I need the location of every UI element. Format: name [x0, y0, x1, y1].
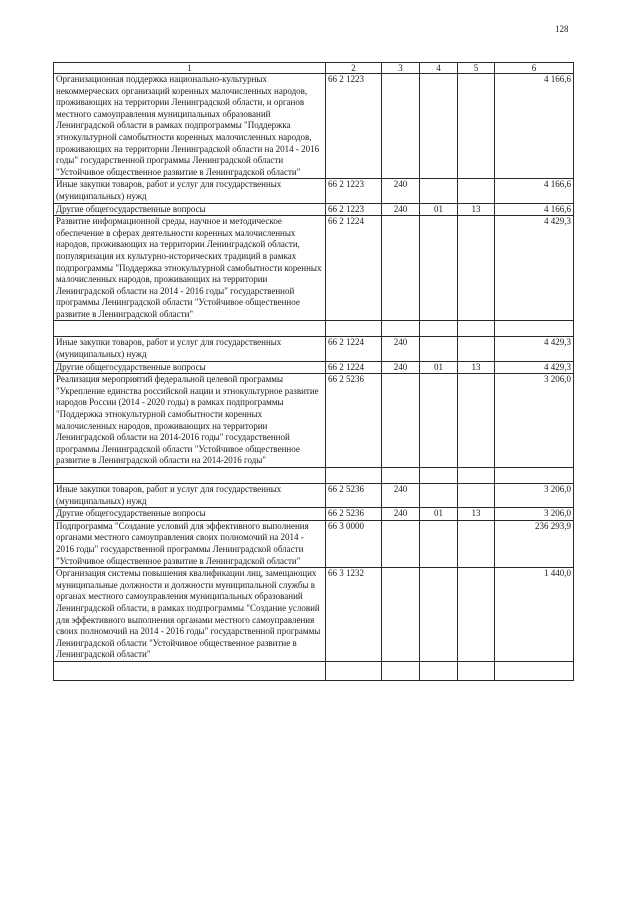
- expense-type: [382, 374, 420, 468]
- amount: 1 440,0: [495, 568, 574, 662]
- expense-type: 240: [382, 203, 420, 216]
- amount: 4 429,3: [495, 337, 574, 361]
- target-code: 66 3 1232: [326, 568, 382, 662]
- expense-type: [382, 520, 420, 567]
- amount: 3 206,0: [495, 508, 574, 521]
- header-cell: 5: [458, 63, 495, 74]
- page-number: 128: [555, 24, 569, 34]
- header-cell: 4: [420, 63, 458, 74]
- subsection: [458, 337, 495, 361]
- table-row: [54, 361, 574, 374]
- item-name: Организация системы повышения квалификации лиц, замещающих муниципальные должности и должности муниципальной службы в органах местного самоуправления муниципальных образований Ленинградской области, в рамках подпрограммы "Создание условий для эффективного выполнения органами местного самоуправления своих полномочий на 2014 - 2016 годы" государственной программы Ленинградской области "Устойчивое общественное развитие в Ленинградской области": [54, 568, 326, 662]
- expense-type: [382, 568, 420, 662]
- expense-type: [382, 74, 420, 179]
- target-code: 66 2 1224: [326, 337, 382, 361]
- amount: 236 293,9: [495, 520, 574, 567]
- target-code: 66 2 1224: [326, 361, 382, 374]
- item-name: Иные закупки товаров, работ и услуг для государственных (муниципальных) нужд: [54, 484, 326, 508]
- item-name: Другие общегосударственные вопросы: [54, 361, 326, 374]
- header-cell: 2: [326, 63, 382, 74]
- budget-table: [53, 62, 574, 681]
- section: [420, 74, 458, 179]
- table-row: [54, 74, 574, 179]
- section: 01: [420, 361, 458, 374]
- item-name: Иные закупки товаров, работ и услуг для государственных (муниципальных) нужд: [54, 179, 326, 203]
- subsection: [458, 179, 495, 203]
- subsection: [458, 74, 495, 179]
- expense-type: [382, 216, 420, 321]
- section: 01: [420, 508, 458, 521]
- target-code: 66 2 5236: [326, 484, 382, 508]
- amount: 4 429,3: [495, 361, 574, 374]
- header-row: [54, 63, 574, 74]
- spacer-row: [54, 321, 574, 337]
- subsection: [458, 520, 495, 567]
- amount: 3 206,0: [495, 374, 574, 468]
- subsection: 13: [458, 203, 495, 216]
- header-cell: 1: [54, 63, 326, 74]
- table-row: [54, 508, 574, 521]
- target-code: 66 2 1224: [326, 216, 382, 321]
- subsection: [458, 216, 495, 321]
- item-name: Организационная поддержка национально-культурных некоммерческих организаций коренных малочисленных народов, проживающих на территории Ленинградской области, и органов местного самоуправления муниципальных образований Ленинградской области в рамках подпрограммы "Поддержка этнокультурной самобытности коренных малочисленных народов, проживающих на территории Ленинградской области на 2014 - 2016 годы" государственной программы Ленинградской области "Устойчивое общественное развитие в Ленинградской области": [54, 74, 326, 179]
- amount: 4 429,3: [495, 216, 574, 321]
- item-name: Другие общегосударственные вопросы: [54, 508, 326, 521]
- table-row: [54, 374, 574, 468]
- expense-type: 240: [382, 337, 420, 361]
- amount: 4 166,6: [495, 74, 574, 179]
- subsection: [458, 484, 495, 508]
- expense-type: 240: [382, 361, 420, 374]
- amount: 3 206,0: [495, 484, 574, 508]
- table-row: [54, 568, 574, 662]
- table-row: [54, 203, 574, 216]
- subsection: [458, 568, 495, 662]
- expense-type: 240: [382, 508, 420, 521]
- table-row: [54, 216, 574, 321]
- target-code: 66 2 1223: [326, 179, 382, 203]
- section: [420, 484, 458, 508]
- table-row: [54, 179, 574, 203]
- table-row: [54, 337, 574, 361]
- header-cell: 3: [382, 63, 420, 74]
- spacer-row: [54, 661, 574, 680]
- amount: 4 166,6: [495, 203, 574, 216]
- section: [420, 568, 458, 662]
- subsection: [458, 374, 495, 468]
- subsection: 13: [458, 361, 495, 374]
- expense-type: 240: [382, 484, 420, 508]
- table-row: [54, 520, 574, 567]
- target-code: 66 2 5236: [326, 508, 382, 521]
- item-name: Развитие информационной среды, научное и методическое обеспечение в сферах деятельности коренных малочисленных народов, проживающих на территории Ленинградской области, популяризация их культурно-исторических традиций в рамках подпрограммы "Поддержка этнокультурной самобытности коренных малочисленных народов, проживающих на территории Ленинградской области на 2014 - 2016 годы" государственной программы Ленинградской области "Устойчивое общественное развитие в Ленинградской области": [54, 216, 326, 321]
- item-name: Другие общегосударственные вопросы: [54, 203, 326, 216]
- item-name: Иные закупки товаров, работ и услуг для государственных (муниципальных) нужд: [54, 337, 326, 361]
- item-name: Реализация мероприятий федеральной целевой программы "Укрепление единства российской нации и этнокультурное развитие народов России (2014 - 2020 годы) в рамках подпрограммы "Поддержка этнокультурной самобытности коренных малочисленных народов, проживающих на территории Ленинградской области на 2014-2016 годы" государственной программы Ленинградской области "Устойчивое общественное развитие в Ленинградской области на 2014-2016 годы": [54, 374, 326, 468]
- expense-type: 240: [382, 179, 420, 203]
- subsection: 13: [458, 508, 495, 521]
- section: [420, 216, 458, 321]
- target-code: 66 2 1223: [326, 74, 382, 179]
- table-row: [54, 484, 574, 508]
- target-code: 66 2 1223: [326, 203, 382, 216]
- section: [420, 520, 458, 567]
- section: [420, 179, 458, 203]
- item-name: Подпрограмма "Создание условий для эффективного выполнения органами местного самоуправления своих полномочий на 2014 - 2016 годы" государственной программы Ленинградской области "Устойчивое общественное развитие в Ленинградской области": [54, 520, 326, 567]
- target-code: 66 2 5236: [326, 374, 382, 468]
- header-cell: 6: [495, 63, 574, 74]
- amount: 4 166,6: [495, 179, 574, 203]
- spacer-row: [54, 468, 574, 484]
- section: 01: [420, 203, 458, 216]
- section: [420, 374, 458, 468]
- section: [420, 337, 458, 361]
- target-code: 66 3 0000: [326, 520, 382, 567]
